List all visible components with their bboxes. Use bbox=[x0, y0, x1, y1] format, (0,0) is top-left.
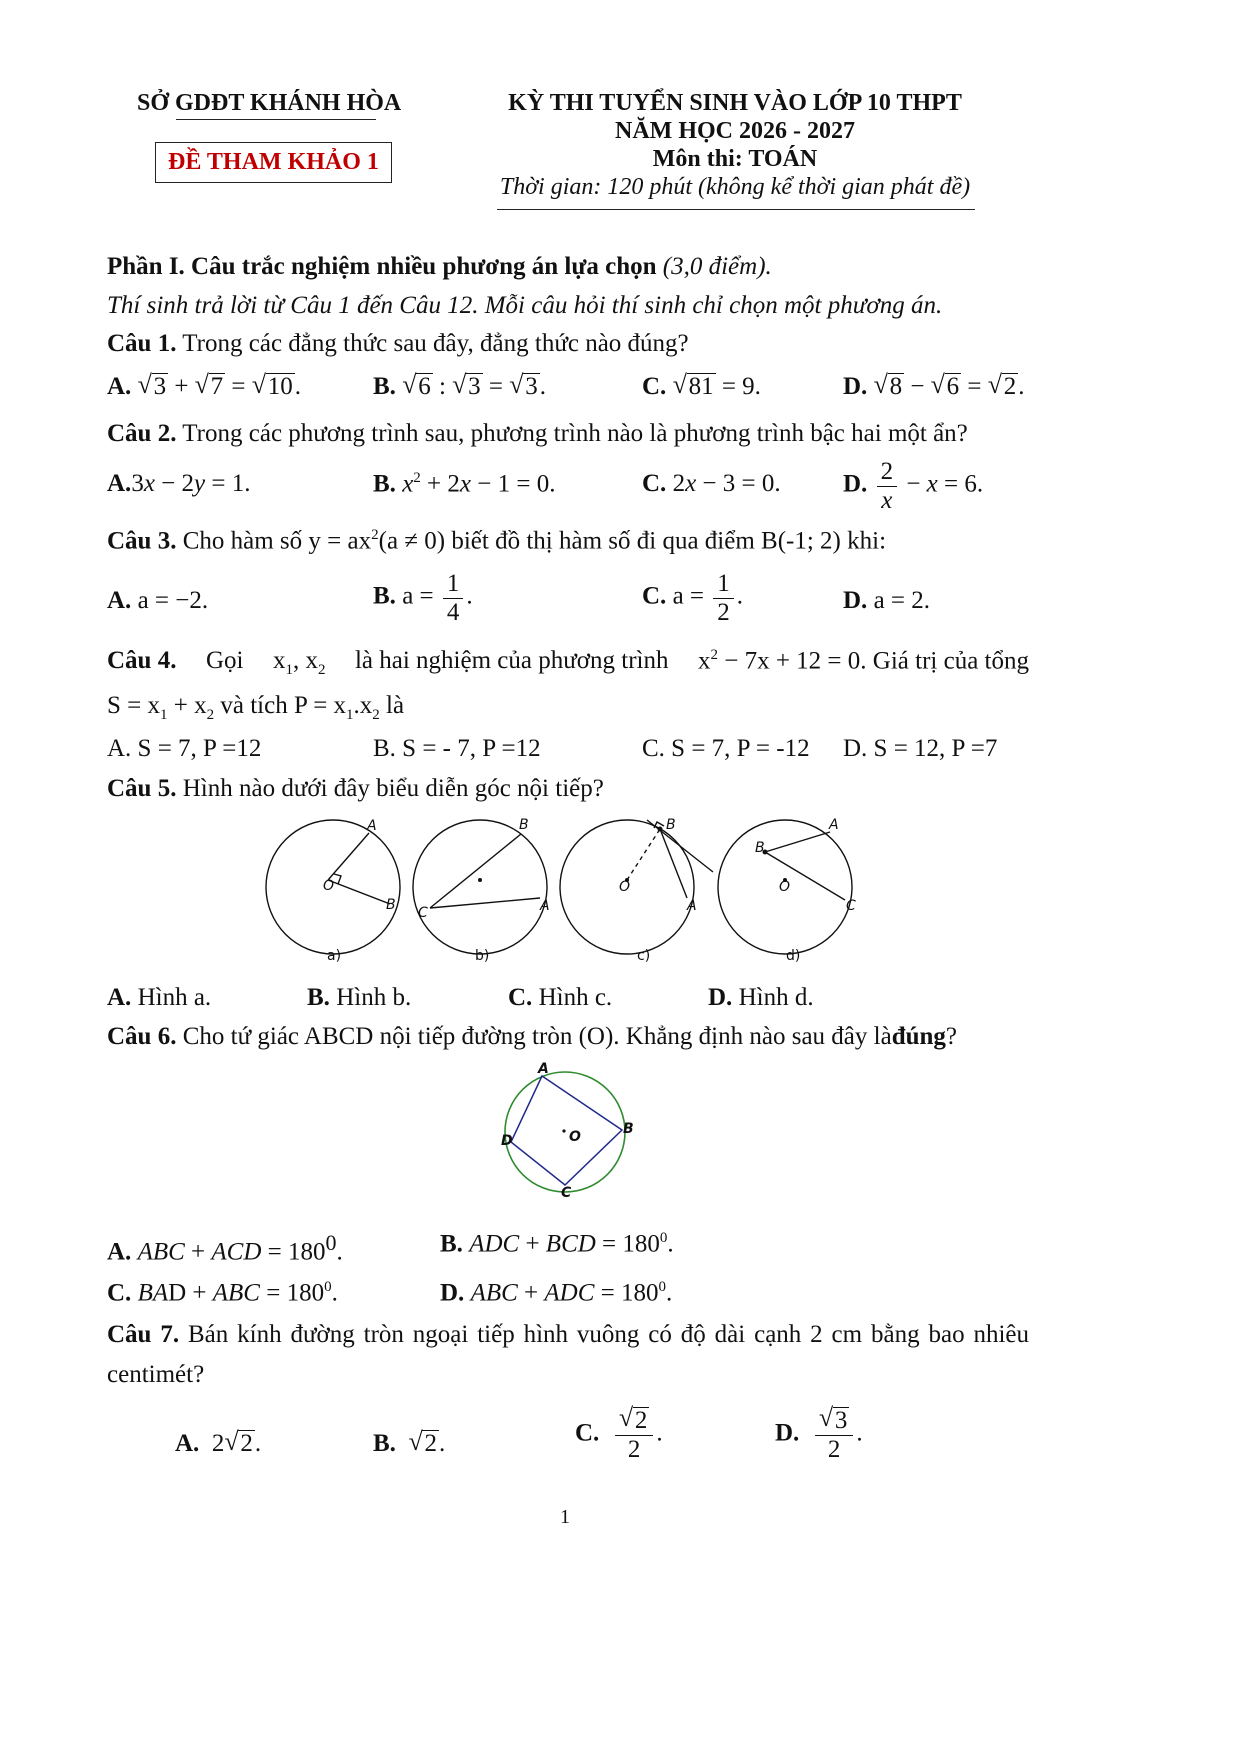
q7-option-d[interactable]: D. √ 3 2 . bbox=[775, 1403, 863, 1463]
question-5-text: Hình nào dưới đây biểu diễn góc nội tiếp? bbox=[182, 775, 604, 802]
question-1 bbox=[107, 330, 689, 358]
q3-option-b[interactable]: B. a = $\frac{1}{4}$ . bbox=[373, 570, 473, 626]
q5-option-a-text: Hình a. bbox=[137, 984, 212, 1011]
q3-option-d[interactable]: D. a = 2. bbox=[843, 587, 931, 614]
q2-option-b[interactable]: B. $x^2 + 2x - 1 = 0$. bbox=[373, 470, 556, 498]
q6-option-c[interactable]: C. BAD + ABC = $180^0$. bbox=[107, 1279, 338, 1307]
q6-option-a[interactable]: A. ABC + ACD = $180^0$. bbox=[107, 1230, 343, 1266]
q5-option-c[interactable]: C. Hình c. bbox=[508, 984, 613, 1011]
svg-text:B: B bbox=[666, 817, 676, 833]
question-3-label: Câu 3. bbox=[107, 527, 177, 555]
svg-text:O: O bbox=[323, 878, 335, 894]
question-1-text: Trong các đẳng thức sau đây, đẳng thức nào đúng? bbox=[182, 330, 689, 357]
figure-d-caption: d) bbox=[786, 948, 801, 964]
question-3-text-pre: Cho hàm số bbox=[182, 527, 303, 555]
question-4 bbox=[107, 647, 1029, 679]
header-divider bbox=[497, 209, 975, 210]
inscribed-angle-figures bbox=[255, 812, 856, 972]
question-6-label: Câu 6. bbox=[107, 1023, 177, 1050]
q4-text-d: và tích bbox=[220, 692, 288, 719]
svg-text:B: B bbox=[755, 840, 765, 856]
part1-instruction: Thí sinh trả lời từ Câu 1 đến Câu 12. Mỗi câu hỏi thí sinh chỉ chọn một phương án. bbox=[107, 292, 943, 319]
school-year: NĂM HỌC 2026 - 2027 bbox=[615, 118, 855, 144]
question-1-label: Câu 1. bbox=[107, 330, 177, 357]
question-7-line2: centimét? bbox=[107, 1361, 205, 1388]
exam-title: KỲ THI TUYỂN SINH VÀO LỚP 10 THPT bbox=[508, 90, 962, 116]
part1-heading bbox=[107, 253, 772, 281]
question-5 bbox=[107, 775, 604, 803]
q5-option-d[interactable]: D. Hình d. bbox=[708, 984, 814, 1011]
q4-text-c: . Giá trị của tổng bbox=[860, 647, 1029, 675]
question-6-text: Cho tứ giác ABCD nội tiếp đường tròn (O). Khẳng định nào sau đây là bbox=[182, 1023, 892, 1050]
question-2 bbox=[107, 420, 968, 448]
q4-text-b: là hai nghiệm của phương trình bbox=[354, 647, 669, 674]
q2-option-d[interactable]: D. $\frac{2}{x}$ − x = 6. bbox=[843, 458, 984, 514]
svg-text:A: A bbox=[687, 898, 697, 914]
q1-option-d[interactable]: D. √ 8 − √ 6 = √ 2. bbox=[843, 370, 1025, 400]
q5-option-b[interactable]: B. Hình b. bbox=[307, 984, 412, 1011]
svg-text:A: A bbox=[540, 898, 550, 914]
svg-text:A: A bbox=[538, 1061, 549, 1077]
quadrilateral-abcd bbox=[511, 1076, 622, 1185]
svg-text:C: C bbox=[418, 905, 428, 921]
figure-b-circle bbox=[413, 820, 547, 954]
question-7 bbox=[107, 1321, 1029, 1349]
q6-option-d[interactable]: D. ABC + ADC = $180^0$. bbox=[440, 1279, 673, 1307]
q4-roots: $x_1$, $x_2$ bbox=[272, 647, 326, 678]
q4-equation: $x^2 - 7x + 12 = 0$. Giá trị của tổng bbox=[697, 647, 1029, 675]
q4-text-e: là bbox=[386, 692, 405, 719]
q4-option-a[interactable]: A. S = 7, P =12 bbox=[107, 735, 262, 762]
question-4-line2: $S = x_1 + x_2$ và tích $P = x_1.x_2$ là bbox=[107, 692, 405, 723]
time-line: Thời gian: 120 phút (không kể thời gian phát đề) bbox=[499, 174, 971, 200]
figure-b-caption: b) bbox=[475, 948, 490, 964]
svg-text:D: D bbox=[501, 1133, 513, 1149]
q6-option-b[interactable]: B. ADC + BCD = $180^0$. bbox=[440, 1230, 674, 1258]
question-6 bbox=[107, 1023, 957, 1051]
question-5-label: Câu 5. bbox=[107, 775, 177, 802]
cyclic-quadrilateral-figure bbox=[495, 1060, 645, 1205]
q2-option-c[interactable]: C. 2x − 3 = 0. bbox=[642, 470, 781, 497]
svg-text:B: B bbox=[519, 817, 529, 833]
q7-option-c[interactable]: C. √ 2 2 . bbox=[575, 1403, 663, 1463]
q5-option-b-text: Hình b. bbox=[336, 984, 412, 1011]
q5-option-a[interactable]: A. Hình a. bbox=[107, 984, 212, 1011]
department-underline bbox=[176, 119, 376, 120]
question-7-text: Bán kính đường tròn ngoại tiếp hình vuông có độ dài cạnh 2 cm bằng bao nhiêu bbox=[187, 1321, 1029, 1348]
department-name: SỞ GDĐT KHÁNH HÒA bbox=[137, 90, 402, 116]
part1-points: (3,0 điểm). bbox=[662, 253, 772, 280]
svg-text:B: B bbox=[386, 897, 396, 913]
question-4-label: Câu 4. bbox=[107, 647, 177, 674]
question-2-label: Câu 2. bbox=[107, 420, 177, 447]
svg-text:C: C bbox=[561, 1185, 572, 1201]
exam-label-box: ĐỀ THAM KHẢO 1 bbox=[155, 142, 392, 183]
subject-line: Môn thi: TOÁN bbox=[652, 146, 818, 172]
q3-option-c[interactable]: C. a = $\frac{1}{2}$ . bbox=[642, 570, 744, 626]
question-7-label: Câu 7. bbox=[107, 1321, 180, 1348]
svg-text:O: O bbox=[779, 879, 791, 895]
svg-text:B: B bbox=[623, 1121, 634, 1137]
question-3: Câu 3. Cho hàm số $y = ax^2(a \ne 0)$ biết đồ thị hàm số đi qua điểm B(-1; 2) khi: bbox=[107, 527, 887, 555]
svg-text:O: O bbox=[619, 879, 631, 895]
q4-text-a: Gọi bbox=[205, 647, 244, 674]
q7-option-b[interactable]: B. √ 2. bbox=[373, 1427, 446, 1457]
part1-title: Phần I. Câu trắc nghiệm nhiều phương án lựa chọn bbox=[107, 253, 657, 280]
svg-text:C: C bbox=[846, 898, 856, 914]
svg-text:A: A bbox=[367, 818, 377, 834]
figure-a-caption: a) bbox=[327, 948, 342, 964]
q1-option-c[interactable]: C. √ 81 = 9. bbox=[642, 370, 761, 400]
figure-c-caption: c) bbox=[637, 948, 651, 964]
question-6-bold: đúng bbox=[891, 1023, 946, 1050]
q2-option-a[interactable]: A.3x − 2y = 1. bbox=[107, 470, 251, 497]
q5-option-c-text: Hình c. bbox=[538, 984, 613, 1011]
q3-option-a[interactable]: A. a = −2. bbox=[107, 587, 209, 614]
q1-option-a[interactable]: A. √ 3 + √ 7 = √ 10. bbox=[107, 370, 302, 400]
q1-option-b[interactable]: B. √ 6 : √ 3 = √ 3. bbox=[373, 370, 546, 400]
q4-option-d[interactable]: D. S = 12, P =7 bbox=[843, 735, 998, 762]
q4-option-b[interactable]: B. S = - 7, P =12 bbox=[373, 735, 541, 762]
page-number: 1 bbox=[560, 1506, 570, 1528]
svg-text:O: O bbox=[569, 1129, 581, 1145]
question-2-text: Trong các phương trình sau, phương trình nào là phương trình bậc hai một ẩn? bbox=[182, 420, 968, 447]
q7-option-a[interactable]: A. 2 √ 2. bbox=[175, 1427, 262, 1457]
question-6-end: ? bbox=[945, 1023, 958, 1050]
question-3-text-post: biết đồ thị hàm số đi qua điểm B(-1; 2) khi: bbox=[451, 527, 887, 555]
q5-option-d-text: Hình d. bbox=[738, 984, 814, 1011]
svg-text:A: A bbox=[829, 817, 839, 833]
q4-option-c[interactable]: C. S = 7, P = -12 bbox=[642, 735, 810, 762]
